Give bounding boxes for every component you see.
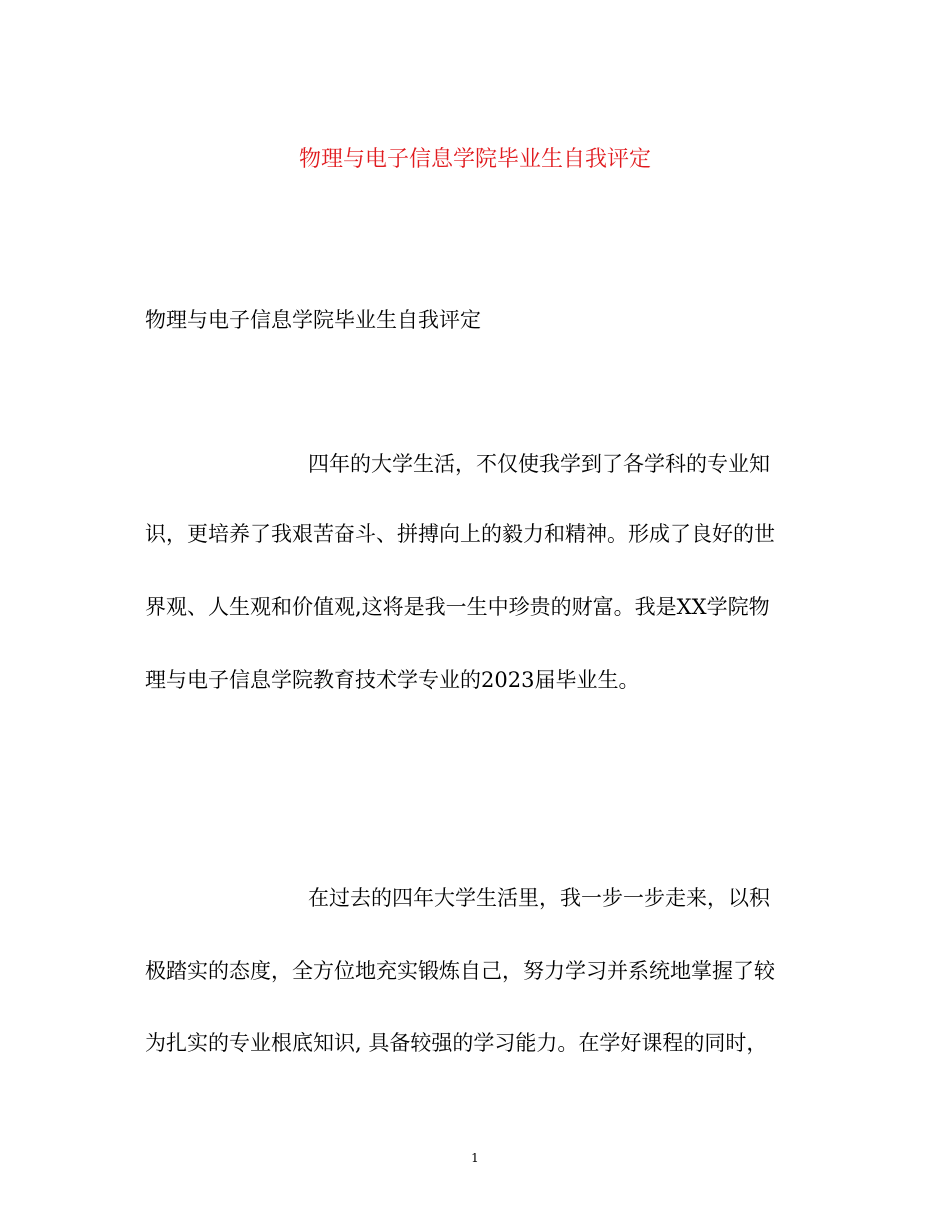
paragraph-line: 在过去的四年大学生活里，我一步一步走来，以积 [308,886,770,910]
paragraph-line: 四年的大学生活，不仅使我学到了各学科的专业知 [308,452,770,476]
paragraph-line: 极踏实的态度，全方位地充实锻炼自己，努力学习并系统地掌握了较 [145,959,775,983]
document-subtitle: 物理与电子信息学院毕业生自我评定 [145,308,481,332]
page-title: 物理与电子信息学院毕业生自我评定 [298,147,651,172]
paragraph-line: 识，更培养了我艰苦奋斗、拼搏向上的毅力和精神。形成了良好的世 [145,522,775,546]
paragraph-line: 界观、人生观和价值观,这将是我一生中珍贵的财富。我是XX学院物 [145,595,770,619]
paragraph-line: 为扎实的专业根底知识, 具备较强的学习能力。在学好课程的同时， [145,1031,768,1055]
page-number: 1 [471,1151,479,1165]
paragraph-line: 理与电子信息学院教育技术学专业的2023届毕业生。 [145,668,640,692]
